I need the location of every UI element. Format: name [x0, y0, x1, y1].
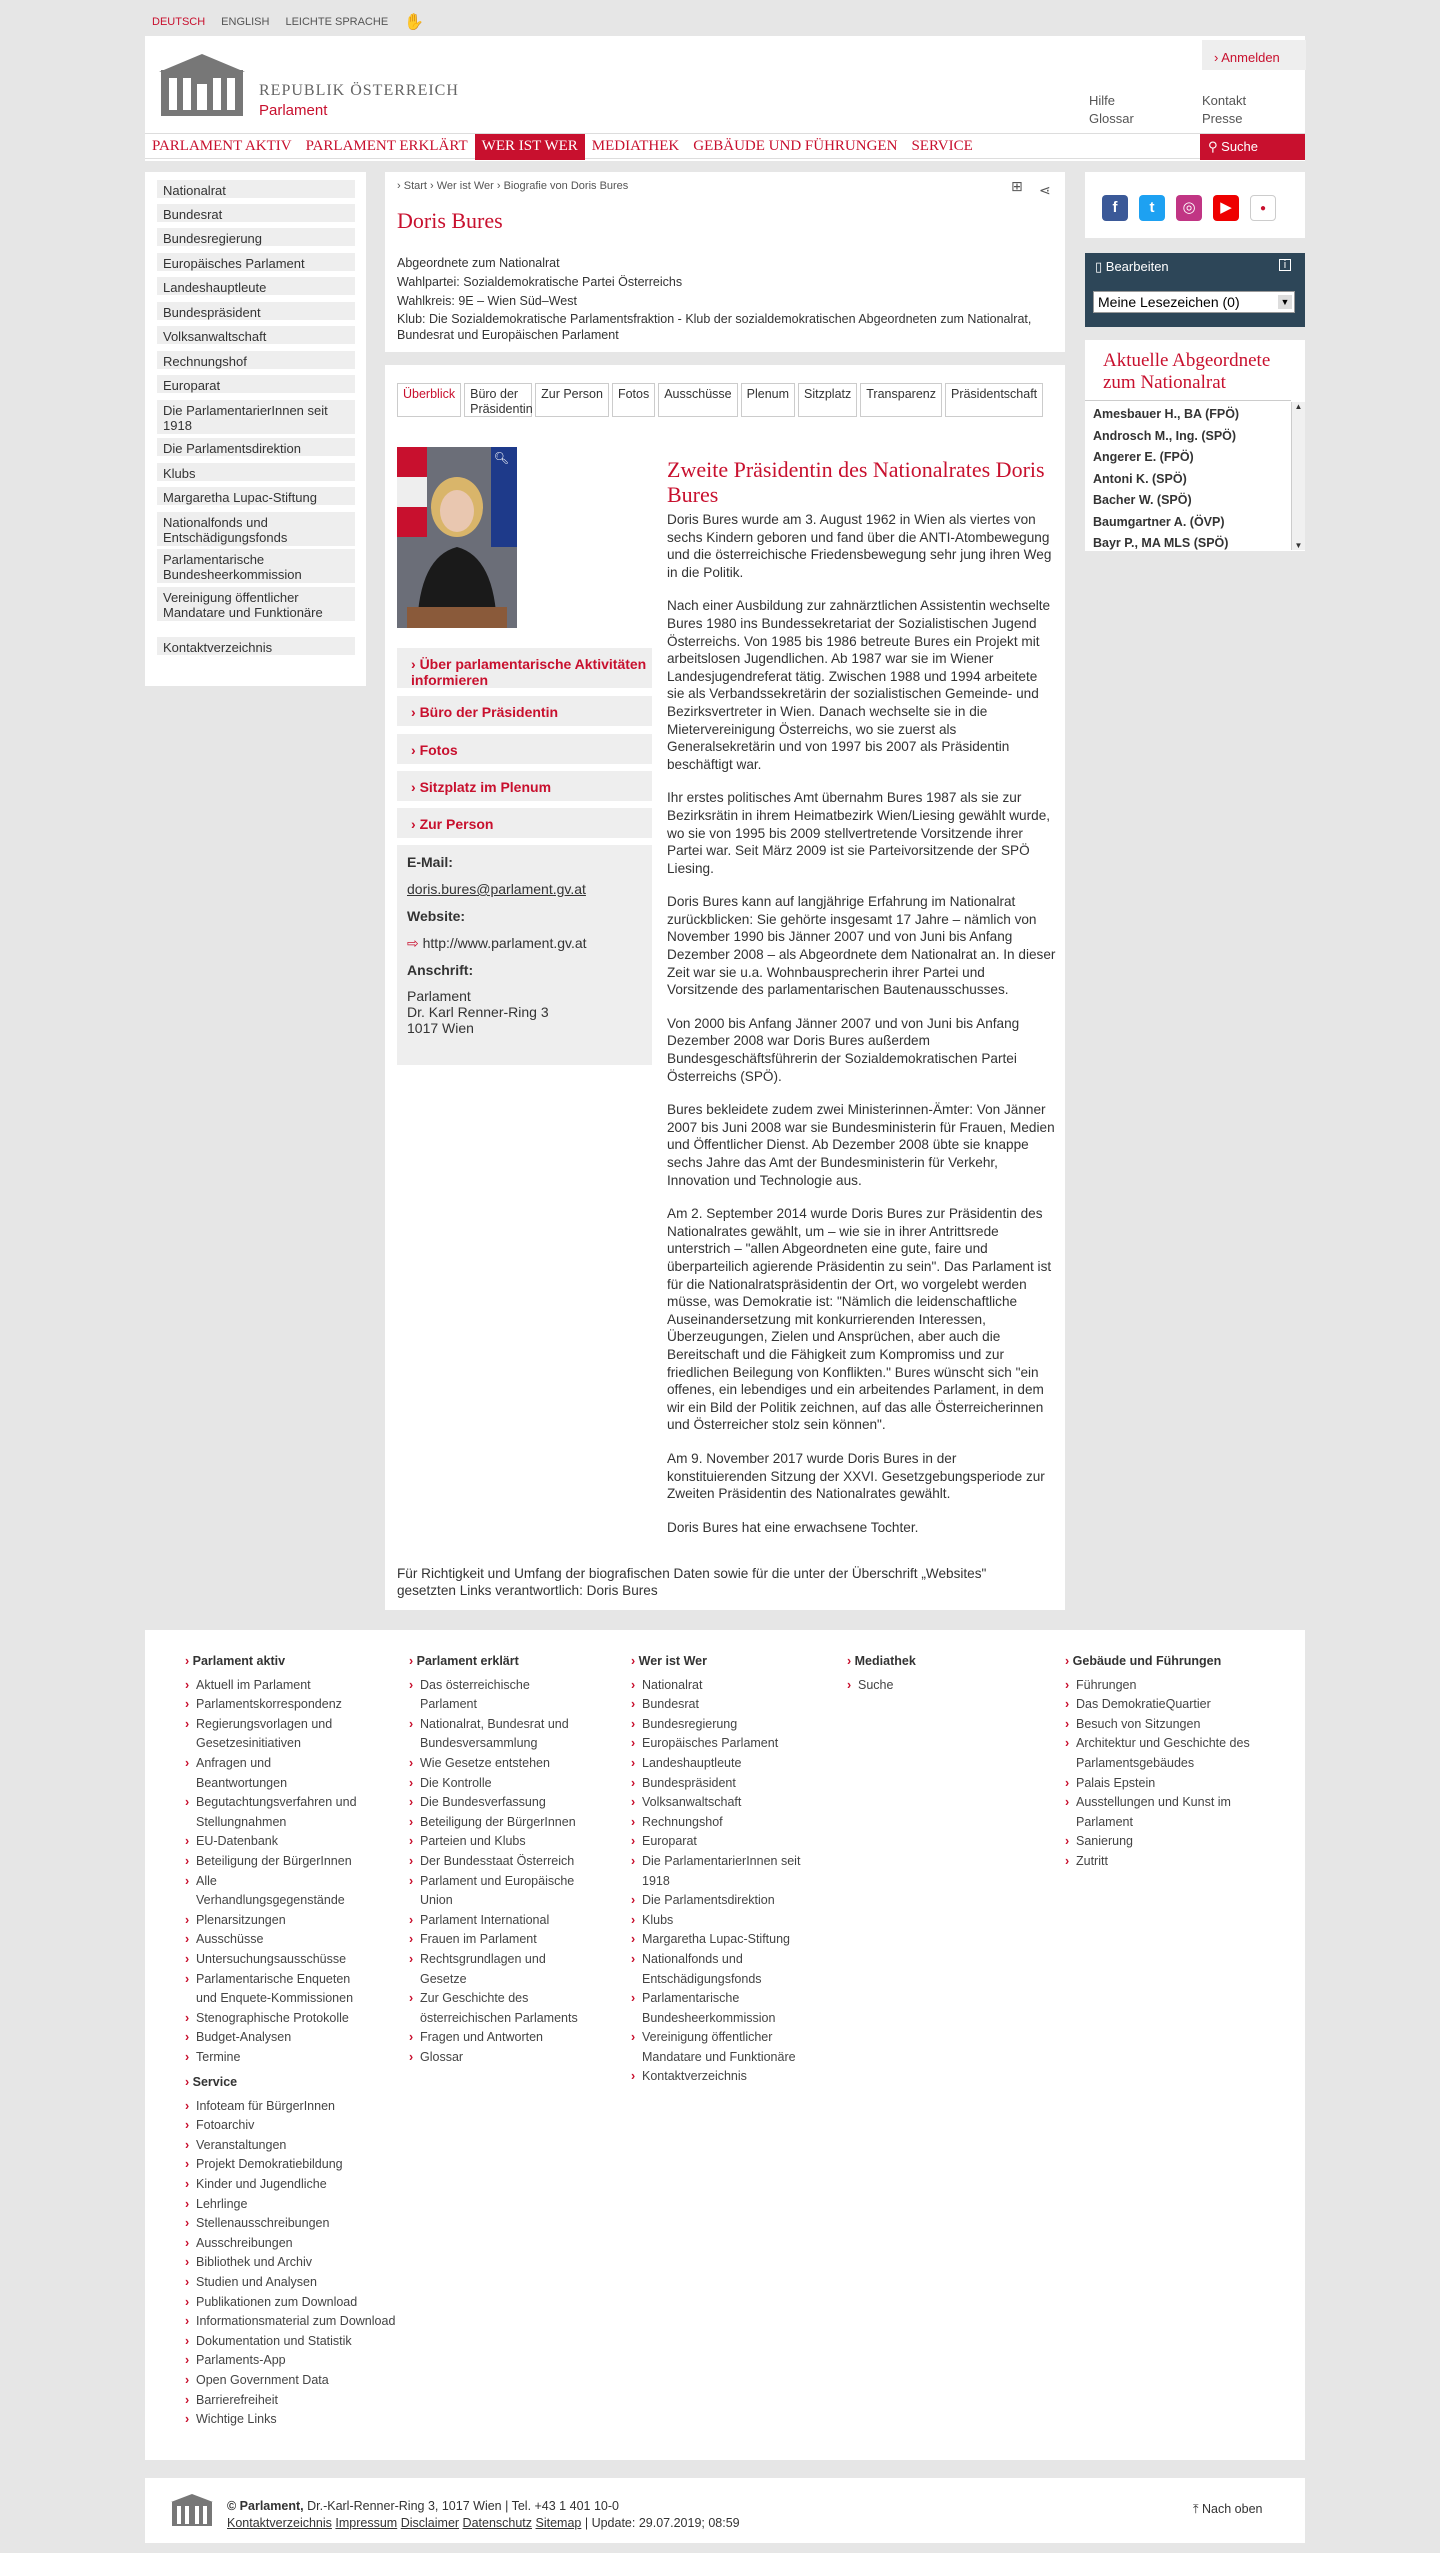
- person-party: Wahlpartei: Sozialdemokratische Partei Österreichs: [397, 275, 683, 289]
- person-district: Wahlkreis: 9E – Wien Süd–West: [397, 294, 577, 308]
- tab-praesidentschaft[interactable]: Präsidentschaft: [945, 383, 1043, 417]
- footer-link[interactable]: › Das österreichische Parlament: [409, 1676, 589, 1715]
- footer-link[interactable]: › Die ParlamentarierInnen seit 1918: [631, 1852, 811, 1891]
- sidebar-item-eu-parlament[interactable]: Europäisches Parlament: [157, 253, 355, 271]
- share-icon[interactable]: ⋖: [1039, 182, 1051, 198]
- footer-col-service: [185, 2073, 405, 2430]
- footer-link[interactable]: › EU-Datenbank: [185, 1832, 365, 1852]
- footer-col-aktiv: [185, 1652, 365, 2067]
- external-link-icon: ⇨: [407, 935, 419, 951]
- sidebar-item-rechnungshof[interactable]: Rechnungshof: [157, 351, 355, 369]
- lang-deutsch[interactable]: DEUTSCH: [152, 16, 206, 28]
- facebook-icon[interactable]: f: [1102, 195, 1128, 221]
- bio-paragraph: Von 2000 bis Anfang Jänner 2007 und von Juni bis Anfang Dezember 2008 war Doris Bures außerdem Bundesgeschäftsführerin der Sozialdemokratischen Partei Österreichs (SPÖ).: [667, 1015, 1020, 1084]
- footer-heading[interactable]: › Mediathek: [847, 1652, 1027, 1672]
- bookmark-add-icon[interactable]: ⊞: [1011, 178, 1023, 194]
- bio-paragraph: Doris Bures hat eine erwachsene Tochter.: [667, 1519, 919, 1535]
- address: Parlament Dr. Karl Renner-Ring 3 1017 Wien: [407, 988, 549, 1036]
- sidebar-item-landeshauptleute[interactable]: Landeshauptleute: [157, 277, 355, 295]
- btn-aktivitaeten[interactable]: › Über parlamentarische Aktivitäten informieren: [397, 648, 652, 688]
- footer-link[interactable]: › Architektur und Geschichte des Parlamentsgebäudes: [1065, 1734, 1265, 1773]
- glossar-link[interactable]: Glossar: [1089, 111, 1134, 126]
- footer-link[interactable]: › Parlamentarische Enqueten und Enquete-Kommissionen: [185, 1970, 365, 2009]
- bookmark-select[interactable]: Meine Lesezeichen (0) ▼: [1093, 291, 1295, 313]
- footer-link[interactable]: › Die Bundesverfassung: [409, 1793, 589, 1813]
- hilfe-link[interactable]: Hilfe: [1089, 93, 1116, 108]
- footer-link[interactable]: › Stellenausschreibungen: [185, 2214, 405, 2234]
- footer-link[interactable]: › Ausschüsse: [185, 1930, 365, 1950]
- list-item[interactable]: Androsch M., Ing. (SPÖ): [1093, 428, 1237, 443]
- logo-subtitle: Parlament: [259, 102, 328, 119]
- instagram-icon[interactable]: ◎: [1176, 195, 1202, 221]
- sign-language-icon[interactable]: ✋: [404, 14, 425, 31]
- footer-link[interactable]: › Zur Geschichte des österreichischen Parlaments: [409, 1989, 589, 2028]
- sidebar-item-vereinigung[interactable]: Vereinigung öffentlicher Mandatare und Funktionäre: [157, 587, 355, 621]
- footer-link[interactable]: › Fragen und Antworten: [409, 2028, 589, 2048]
- sidebar-item-bundesregierung[interactable]: Bundesregierung: [157, 228, 355, 246]
- social-links: [1085, 172, 1305, 238]
- footer-col-wer: [631, 1652, 811, 2087]
- profile-tabs: [397, 383, 1046, 417]
- abgeordnete-title: Aktuelle Abgeordnete zum Nationalrat: [1103, 350, 1271, 393]
- chevron-down-icon: ▼: [1278, 295, 1292, 309]
- footer-link[interactable]: › Parteien und Klubs: [409, 1832, 589, 1852]
- footer-link[interactable]: › Glossar: [409, 2048, 589, 2068]
- footer-link[interactable]: › Wie Gesetze entstehen: [409, 1754, 589, 1774]
- bottom-link-impressum[interactable]: Impressum: [335, 2516, 398, 2530]
- list-item[interactable]: Amesbauer H., BA (FPÖ): [1093, 407, 1240, 421]
- footer-link[interactable]: › Zutritt: [1065, 1852, 1265, 1872]
- footer-link[interactable]: › Beteiligung der BürgerInnen: [409, 1813, 589, 1833]
- contact-links: [1202, 92, 1246, 128]
- sidebar-item-nationalrat[interactable]: Nationalrat: [157, 180, 355, 198]
- breadcrumb-wer-ist-wer[interactable]: Wer ist Wer: [436, 180, 494, 192]
- footer-link[interactable]: › Rechtsgrundlagen und Gesetze: [409, 1950, 589, 1989]
- sidebar-item-lupac[interactable]: Margaretha Lupac-Stiftung: [157, 487, 355, 505]
- tab-transparenz[interactable]: Transparenz: [860, 383, 942, 417]
- list-item[interactable]: Bayr P., MA MLS (SPÖ): [1093, 536, 1229, 550]
- search-button[interactable]: ⚲ Suche: [1200, 134, 1305, 160]
- footer-link[interactable]: › Parlament und Europäische Union: [409, 1872, 589, 1911]
- bio-paragraph: Doris Bures kann auf langjährige Erfahrung im Nationalrat zurückblicken: Sie gehörte insgesamt 17 Jahre – nämlich von November 1990 bis Jänner 2007 und von Juni bis Anfang Dezember 2008 – als Abgeordnete dem Nationalrat an. In dieser Zeit war sie u.a. Wohnbausprecherin ihrer Partei und Vorsitzende des parlamentarischen Bautenausschusses.: [667, 894, 1056, 998]
- tab-ausschuesse[interactable]: Ausschüsse: [658, 383, 737, 417]
- lang-english[interactable]: ENGLISH: [221, 16, 270, 28]
- bio-paragraph: Am 9. November 2017 wurde Doris Bures in der konstituierenden Sitzung der XXVI. Gesetzgebungsperiode zur Zweiten Präsidentin des Nationalrates gewählt.: [667, 1450, 1045, 1502]
- footer-link[interactable]: › Ausstellungen und Kunst im Parlament: [1065, 1793, 1265, 1832]
- login-button[interactable]: › Anmelden: [1202, 40, 1306, 70]
- parliament-logo-icon[interactable]: [159, 54, 245, 116]
- footer-link[interactable]: › Wichtige Links: [185, 2410, 405, 2430]
- email-label: E-Mail:: [407, 854, 453, 870]
- bio-paragraph: Nach einer Ausbildung zur zahnärztlichen Assistentin wechselte Bures 1980 ins Bundessekretariat der Sozialistischen Jugend Österreichs. Von 1985 bis 1986 betreute Bures ein Projekt mit arbeitslosen Jugendlichen. Ab 1987 war sie im Wiener Landesjugendreferat tätig. Zwischen 1988 und 1994 arbeitete sie als Verbandssekretärin der sozialistischen Gemeinde- und Bezirksvertreter in Wien. Danach wechselte sie in die Mietervereinigung Österreichs, wo sie zuerst als Generalsekretärin und von 1997 bis 2007 als Präsidentin beschäftigt war.: [667, 598, 1051, 772]
- footer-link[interactable]: › Alle Verhandlungsgegenstände: [185, 1872, 365, 1911]
- list-item[interactable]: Bacher W. (SPÖ): [1093, 493, 1192, 507]
- footer-link[interactable]: › Publikationen zum Download: [185, 2293, 405, 2313]
- youtube-icon[interactable]: ▶: [1213, 195, 1239, 221]
- website-label: Website:: [407, 908, 466, 924]
- footer-link[interactable]: › Vereinigung öffentlicher Mandatare und Funktionäre: [631, 2028, 811, 2067]
- footer-col-erklaert: [409, 1652, 589, 2067]
- footer-link[interactable]: › Palais Epstein: [1065, 1774, 1265, 1794]
- email-link[interactable]: doris.bures@parlament.gv.at: [407, 881, 586, 897]
- footer-link[interactable]: › Beteiligung der BürgerInnen: [185, 1852, 365, 1872]
- footer-link[interactable]: › Margaretha Lupac-Stiftung: [631, 1930, 811, 1950]
- list-item[interactable]: Baumgartner A. (ÖVP): [1093, 514, 1225, 529]
- main-nav: [145, 133, 1305, 159]
- footer-link[interactable]: › Ausschreibungen: [185, 2234, 405, 2254]
- bottom-address: Dr.-Karl-Renner-Ring 3, 1017 Wien | Tel. +43 1 401 10-0: [307, 2499, 619, 2513]
- disclaimer: Für Richtigkeit und Umfang der biografischen Daten sowie für die unter der Überschrift „Websites" gesetzten Links verantwortlich: Doris Bures: [397, 1566, 987, 1598]
- footer-link[interactable]: › Fotoarchiv: [185, 2116, 405, 2136]
- nav-parlament-aktiv[interactable]: PARLAMENT AKTIV: [152, 138, 292, 154]
- footer-link[interactable]: › Projekt Demokratiebildung: [185, 2155, 405, 2175]
- site-footer: [145, 1630, 1305, 2460]
- sidebar-item-bundespraesident[interactable]: Bundespräsident: [157, 302, 355, 320]
- footer-link[interactable]: › Landeshauptleute: [631, 1754, 811, 1774]
- help-links: [1089, 92, 1134, 128]
- bio-paragraph: Am 2. September 2014 wurde Doris Bures zur Präsidentin des Nationalrates gewählt, um – wie sie in ihrer Antrittsrede unterstrich – "allen Abgeordneten eine gute, faire und überparteilich agierende Präsidentin zu sein". Das Parlament ist für die Nationalratspräsidentin der Ort, wo vorgelebt werden müsse, was Demokratie ist: "Nämlich die leidenschaftliche Auseinandersetzung mit konkurrierenden Interessen, Überzeugungen, Zielen und Ansprüchen, aber auch die Bereitschaft und die Fähigkeit zum Kompromiss und zur friedlichen Beilegung von Konflikten." Bures wünscht sich "ein offenes, ein lebendiges und ein arbeitendes Parlament, in dem wir ein Bild der Politik zeichnen, auf das alle Österreicherinnen und Österreicher stolz sein können".: [667, 1206, 1052, 1433]
- left-sidebar: [145, 172, 366, 686]
- footer-link[interactable]: › Lehrlinge: [185, 2195, 405, 2215]
- footer-heading[interactable]: › Wer ist Wer: [631, 1652, 811, 1672]
- list-item[interactable]: Antoni K. (SPÖ): [1093, 471, 1187, 486]
- btn-sitzplatz[interactable]: › Sitzplatz im Plenum: [397, 771, 652, 801]
- footer-link[interactable]: › Informationsmaterial zum Download: [185, 2312, 405, 2332]
- biography: [667, 457, 1057, 1552]
- footer-heading[interactable]: › Gebäude und Führungen: [1065, 1652, 1265, 1672]
- footer-link[interactable]: › Die Parlamentsdirektion: [631, 1891, 811, 1911]
- person-meta: [397, 254, 1037, 343]
- language-bar: [152, 14, 424, 30]
- footer-link[interactable]: › Parlaments-App: [185, 2351, 405, 2371]
- bottom-org: © Parlament,: [227, 2499, 304, 2513]
- footer-link[interactable]: › Nationalrat: [631, 1676, 811, 1696]
- person-club: Klub: Die Sozialdemokratische Parlamentsfraktion - Klub der sozialdemokratischen Abgeordneten zum Nationalrat, Bundesrat und Europäischen Parlament: [397, 312, 1032, 342]
- footer-link[interactable]: › Begutachtungsverfahren und Stellungnahmen: [185, 1793, 365, 1832]
- footer-link[interactable]: › Frauen im Parlament: [409, 1930, 589, 1950]
- footer-link[interactable]: › Budget-Analysen: [185, 2028, 365, 2048]
- bottom-bar: [145, 2478, 1305, 2543]
- footer-link[interactable]: › Studien und Analysen: [185, 2273, 405, 2293]
- bio-paragraph: Bures bekleidete zudem zwei Ministerinnen-Ämter: Von Jänner 2007 bis Juni 2008 war sie Bundesministerin für Frauen, Medien und Öffentlicher Dienst. Ab Dezember 2008 übte sie knappe sechs Jahre das Amt der Bundesministerin für Verkehr, Innovation und Technologie aus.: [667, 1102, 1055, 1188]
- footer-link[interactable]: › Die Kontrolle: [409, 1774, 589, 1794]
- bottom-link-sitemap[interactable]: Sitemap: [535, 2516, 582, 2530]
- sidebar-item-europarat[interactable]: Europarat: [157, 375, 355, 393]
- sidebar-item-bundesrat[interactable]: Bundesrat: [157, 204, 355, 222]
- footer-link[interactable]: › Europarat: [631, 1832, 811, 1852]
- contact-box: [397, 845, 652, 1065]
- btn-fotos[interactable]: › Fotos: [397, 734, 652, 764]
- btn-buero[interactable]: › Büro der Präsidentin: [397, 696, 652, 726]
- bookmark-icon: ▯: [1095, 259, 1103, 274]
- footer-link[interactable]: › Infoteam für BürgerInnen: [185, 2097, 405, 2117]
- footer-link[interactable]: › Bibliothek und Archiv: [185, 2253, 405, 2273]
- abgeordnete-panel: [1085, 340, 1305, 551]
- person-header-card: [385, 172, 1065, 352]
- sidebar-item-nationalfonds[interactable]: Nationalfonds und Entschädigungsfonds: [157, 512, 355, 546]
- footer-link[interactable]: › Europäisches Parlament: [631, 1734, 811, 1754]
- footer-link[interactable]: › Open Government Data: [185, 2371, 405, 2391]
- footer-link[interactable]: › Führungen: [1065, 1676, 1265, 1696]
- footer-link[interactable]: › Regierungsvorlagen und Gesetzesinitiativen: [185, 1715, 365, 1754]
- bio-paragraph: Doris Bures wurde am 3. August 1962 in Wien als viertes von sechs Kindern geboren und fand über die ANTI-Atombewegung und die österreichische Friedensbewegung sehr jung ihren Weg in die Politik.: [667, 512, 1052, 580]
- footer-link[interactable]: › Termine: [185, 2048, 365, 2068]
- abgeordnete-list: [1093, 404, 1239, 552]
- zoom-icon[interactable]: 🔍︎: [493, 451, 509, 465]
- footer-heading[interactable]: › Service: [185, 2073, 405, 2093]
- twitter-icon[interactable]: t: [1139, 195, 1165, 221]
- bottom-link-datenschutz[interactable]: Datenschutz: [462, 2516, 533, 2530]
- footer-link[interactable]: › Volksanwaltschaft: [631, 1793, 811, 1813]
- footer-link[interactable]: › Besuch von Sitzungen: [1065, 1715, 1265, 1735]
- bottom-update: | Update: 29.07.2019; 08:59: [584, 2516, 740, 2530]
- footer-link[interactable]: › Suche: [847, 1676, 1027, 1696]
- tab-zur-person[interactable]: Zur Person: [535, 383, 609, 417]
- bio-paragraph: Ihr erstes politisches Amt übernahm Bures 1987 als sie zur Bezirksrätin in ihrem Heimatbezirk Wien/Liesing gewählt wurde, wo sie von 1995 bis 2009 stellvertretende Vorsitzende ihrer Partei war. Seit März 2009 ist sie Parteivorsitzende der SPÖ Liesing.: [667, 790, 1051, 876]
- main-content-card: [385, 365, 1065, 1610]
- nav-gebaeude[interactable]: GEBÄUDE UND FÜHRUNGEN: [693, 138, 898, 154]
- tab-buero[interactable]: Büro der Präsidentin: [464, 383, 532, 417]
- arrow-up-icon: ⤒: [1193, 2502, 1199, 2516]
- search-icon: ⚲: [1208, 139, 1218, 154]
- sidebar-item-kontaktverzeichnis[interactable]: Kontaktverzeichnis: [157, 637, 355, 655]
- page-title: Doris Bures: [397, 208, 503, 233]
- footer-link[interactable]: › Dokumentation und Statistik: [185, 2332, 405, 2352]
- footer-link[interactable]: › Kinder und Jugendliche: [185, 2175, 405, 2195]
- presse-link[interactable]: Presse: [1202, 111, 1243, 126]
- tab-sitzplatz[interactable]: Sitzplatz: [798, 383, 857, 417]
- footer-heading[interactable]: › Parlament aktiv: [185, 1652, 365, 1672]
- portrait-photo[interactable]: [397, 447, 517, 628]
- back-to-top[interactable]: ⤒ Nach oben: [1193, 2502, 1263, 2516]
- info-icon[interactable]: i: [1279, 259, 1291, 271]
- breadcrumb: › Start › Wer ist Wer › Biografie von Doris Bures: [397, 180, 629, 192]
- parliament-logo-small-icon[interactable]: [171, 2494, 213, 2526]
- footer-link[interactable]: › Kontaktverzeichnis: [631, 2067, 811, 2087]
- parlament-app-icon[interactable]: ●: [1250, 195, 1276, 221]
- breadcrumb-current: Biografie von Doris Bures: [503, 180, 629, 192]
- bottom-link-disclaimer[interactable]: Disclaimer: [400, 2516, 460, 2530]
- list-item[interactable]: Angerer E. (FPÖ): [1093, 450, 1194, 464]
- footer-link[interactable]: › Bundesregierung: [631, 1715, 811, 1735]
- nav-wer-ist-wer[interactable]: WER IST WER: [475, 134, 585, 160]
- nav-service[interactable]: SERVICE: [911, 138, 973, 154]
- sidebar-item-bundesheerkommission[interactable]: Parlamentarische Bundesheerkommission: [157, 549, 355, 583]
- tab-fotos[interactable]: Fotos: [612, 383, 655, 417]
- bookmark-panel: [1085, 253, 1305, 327]
- footer-link[interactable]: › Der Bundesstaat Österreich: [409, 1852, 589, 1872]
- footer-link[interactable]: › Parlamentskorrespondenz: [185, 1695, 365, 1715]
- footer-col-gebaeude: [1065, 1652, 1265, 1872]
- footer-link[interactable]: › Parlamentarische Bundesheerkommission: [631, 1989, 811, 2028]
- footer-heading[interactable]: › Parlament erklärt: [409, 1652, 589, 1672]
- footer-link[interactable]: › Anfragen und Beantwortungen: [185, 1754, 365, 1793]
- nav-parlament-erklaert[interactable]: PARLAMENT ERKLÄRT: [305, 138, 468, 154]
- sidebar-item-klubs[interactable]: Klubs: [157, 463, 355, 481]
- bearbeiten-link[interactable]: ▯ Bearbeiten: [1095, 259, 1169, 274]
- nav-mediathek[interactable]: MEDIATHEK: [591, 138, 680, 154]
- bottom-link-kontakt[interactable]: Kontaktverzeichnis: [227, 2516, 332, 2530]
- btn-zur-person[interactable]: › Zur Person: [397, 808, 652, 838]
- breadcrumb-start[interactable]: Start: [403, 180, 427, 192]
- address-label: Anschrift:: [407, 962, 474, 978]
- footer-link[interactable]: › Untersuchungsausschüsse: [185, 1950, 365, 1970]
- lang-easy[interactable]: LEICHTE SPRACHE: [285, 16, 389, 28]
- tab-ueberblick[interactable]: Überblick: [397, 383, 461, 417]
- bio-heading: Zweite Präsidentin des Nationalrates Doris Bures: [667, 457, 1045, 507]
- footer-link[interactable]: › Sanierung: [1065, 1832, 1265, 1852]
- footer-link[interactable]: › Plenarsitzungen: [185, 1911, 365, 1931]
- footer-link[interactable]: › Nationalfonds und Entschädigungsfonds: [631, 1950, 811, 1989]
- person-role: Abgeordnete zum Nationalrat: [397, 256, 560, 270]
- sidebar-item-parlamentsdirektion[interactable]: Die Parlamentsdirektion: [157, 438, 355, 456]
- logo-title: REPUBLIK ÖSTERREICH: [259, 82, 459, 99]
- footer-link[interactable]: › Bundespräsident: [631, 1774, 811, 1794]
- footer-col-mediathek: [847, 1652, 1027, 1695]
- footer-link[interactable]: › Bundesrat: [631, 1695, 811, 1715]
- kontakt-link[interactable]: Kontakt: [1202, 93, 1247, 108]
- footer-link[interactable]: › Nationalrat, Bundesrat und Bundesversammlung: [409, 1715, 589, 1754]
- sidebar-item-volksanwaltschaft[interactable]: Volksanwaltschaft: [157, 326, 355, 344]
- footer-link[interactable]: › Aktuell im Parlament: [185, 1676, 365, 1696]
- footer-link[interactable]: › Rechnungshof: [631, 1813, 811, 1833]
- footer-link[interactable]: › Stenographische Protokolle: [185, 2009, 365, 2029]
- tab-plenum[interactable]: Plenum: [741, 383, 795, 417]
- footer-link[interactable]: › Parlament International: [409, 1911, 589, 1931]
- footer-link[interactable]: › Veranstaltungen: [185, 2136, 405, 2156]
- footer-link[interactable]: › Barrierefreiheit: [185, 2391, 405, 2411]
- footer-link[interactable]: › Das DemokratieQuartier: [1065, 1695, 1265, 1715]
- footer-link[interactable]: › Klubs: [631, 1911, 811, 1931]
- scrollbar[interactable]: ▲ ▼: [1291, 402, 1305, 550]
- website-link[interactable]: http://www.parlament.gv.at: [422, 935, 587, 951]
- bottom-info: [227, 2498, 740, 2532]
- sidebar-item-parlamentarier[interactable]: Die ParlamentarierInnen seit 1918: [157, 400, 355, 434]
